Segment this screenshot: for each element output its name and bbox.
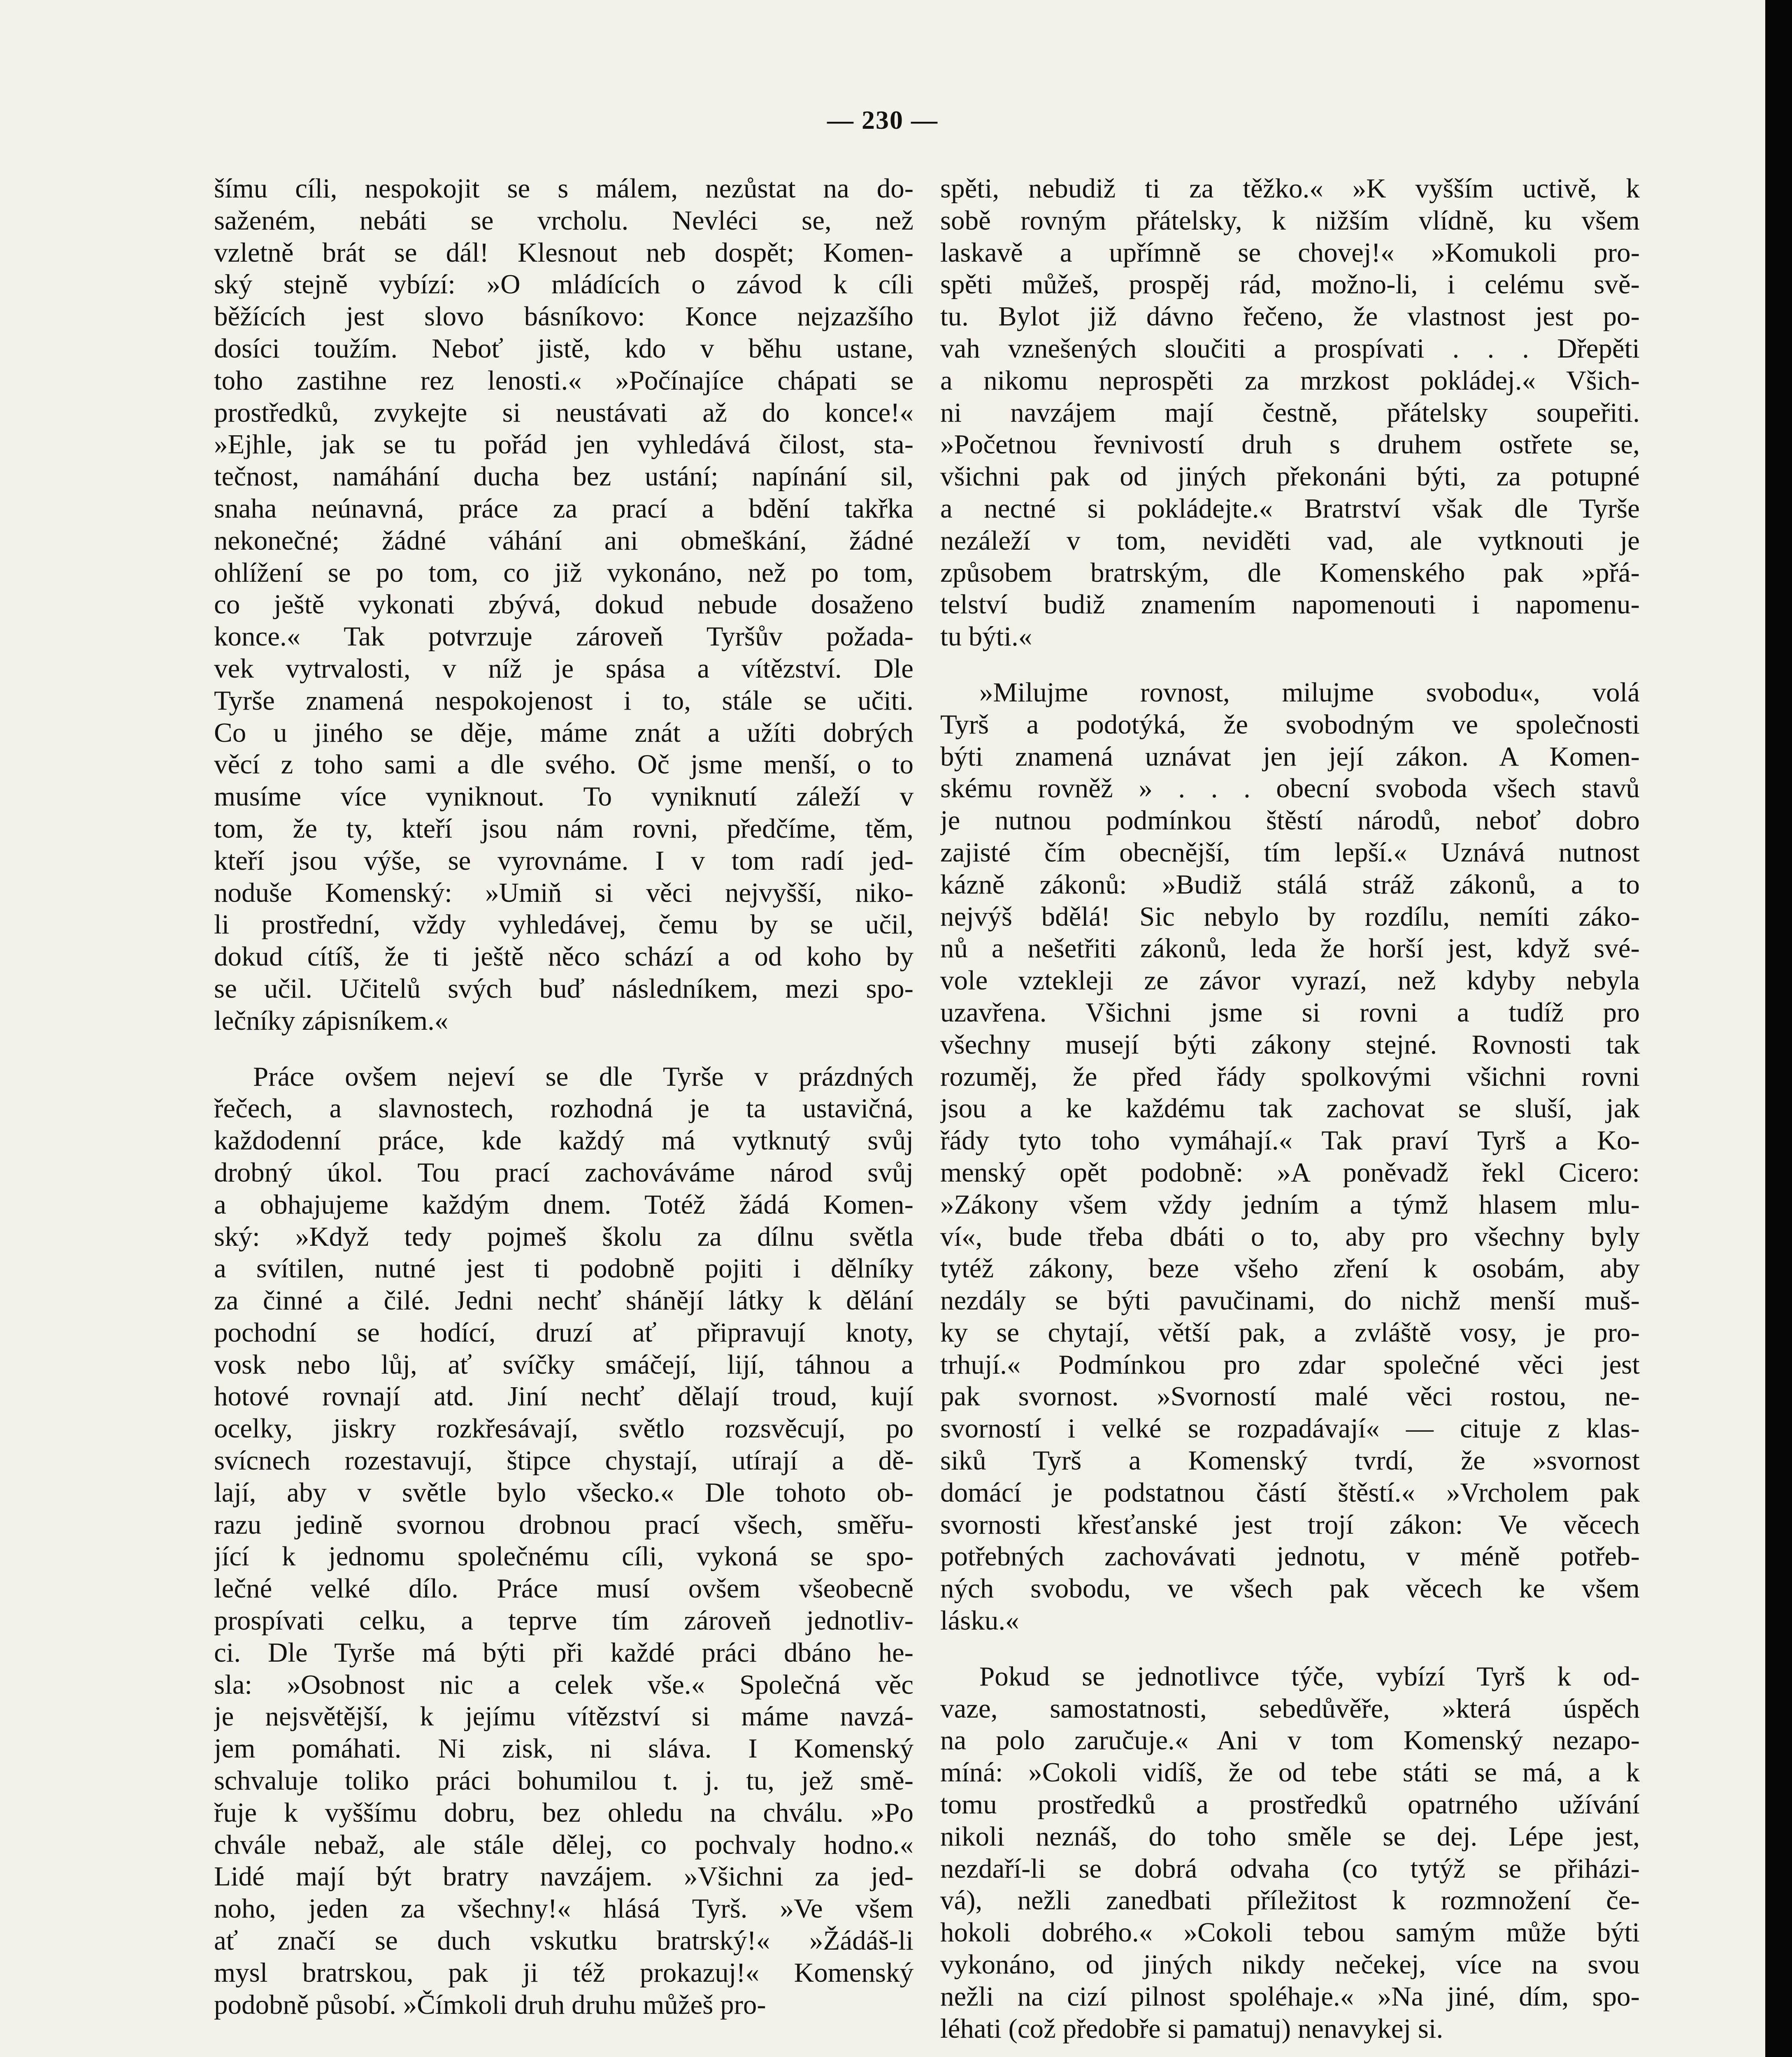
- text-line: nekonečné; žádné váhání ani obmeškání, žádné: [214, 525, 913, 556]
- text-line: ský: »Když tedy pojmeš školu za dílnu světla: [214, 1221, 913, 1252]
- text-line: lečné velké dílo. Práce musí ovšem všeobecně: [214, 1573, 913, 1604]
- text-line: trhují.« Podmínkou pro zdar společné věci jest: [940, 1349, 1640, 1380]
- text-line: sla: »Osobnost nic a celek vše.« Společná věc: [214, 1669, 913, 1700]
- paragraph-gap: [940, 653, 1640, 677]
- text-line: skému rovněž » . . . obecní svoboda všech stavů: [940, 773, 1640, 804]
- text-line: Pokud se jednotlivce týče, vybízí Tyrš k od-: [979, 1661, 1640, 1692]
- text-line: ví«, bude třeba dbáti o to, aby pro všechny byly: [940, 1221, 1640, 1252]
- text-line: vek vytrvalosti, v níž je spása a vítězství. Dle: [214, 653, 913, 684]
- text-line: a svítilen, nutné jest ti podobně pojiti i dělníky: [214, 1253, 913, 1284]
- text-line: vá), nežli zanedbati příležitost k rozmnožení če-: [940, 1885, 1640, 1916]
- text-line: a obhajujeme každým dnem. Totéž žádá Komen-: [214, 1189, 913, 1220]
- paragraph: [940, 1661, 1640, 2045]
- text-line: vosk nebo lůj, ať svíčky smáčejí, lijí, táhnou a: [214, 1349, 913, 1380]
- text-line: musíme více vyniknout. To vyniknutí záleží v: [214, 781, 913, 812]
- text-line: pochodní se hodící, druzí ať připravují knoty,: [214, 1317, 913, 1348]
- text-line: »Milujme rovnost, milujme svobodu«, volá: [979, 677, 1640, 708]
- text-line: tytéž zákony, beze všeho zření k osobám, aby: [940, 1253, 1640, 1284]
- text-line: věcí z toho sami a dle svého. Oč jsme menší, o to: [214, 749, 913, 780]
- text-line: snaha neúnavná, práce za prací a bdění takřka: [214, 493, 913, 524]
- text-line: lásku.«: [940, 1605, 1019, 1636]
- paragraph: [214, 1061, 913, 2021]
- text-line: tečnost, namáhání ducha bez ustání; napínání sil,: [214, 461, 913, 492]
- text-line: ať značí se duch vskutku bratrský!« »Žádáš-li: [214, 1925, 913, 1956]
- text-line: Lidé mají být bratry navzájem. »Všichni za jed-: [214, 1861, 913, 1892]
- text-line: nežli na cizí pilnost spoléhaje.« »Na jiné, dím, spo-: [940, 1981, 1640, 2012]
- text-line: běžících jest slovo básníkovo: Konce nejzazšího: [214, 301, 913, 332]
- text-line: svornosti křesťanské jest trojí zákon: Ve věcech: [940, 1509, 1640, 1540]
- text-line: nikoli neznáš, do toho směle se dej. Lépe jest,: [940, 1821, 1640, 1852]
- text-line: Co u jiného se děje, máme znát a užíti dobrých: [214, 717, 913, 748]
- text-line: tomu prostředků a prostředků opatrného užívání: [940, 1789, 1640, 1820]
- text-line: lají, aby v světle bylo všecko.« Dle tohoto ob-: [214, 1477, 913, 1508]
- text-line: kteří jsou výše, se vyrovnáme. I v tom radí jed-: [214, 845, 913, 876]
- text-line: vzletně brát se dál! Klesnout neb dospět; Komen-: [214, 237, 913, 268]
- text-line: razu jedině svornou drobnou prací všech, směřu-: [214, 1509, 913, 1540]
- text-line: uzavřena. Všichni jsme si rovni a tudíž pro: [940, 997, 1640, 1028]
- text-line: kázně zákonů: »Budiž stálá stráž zákonů, a to: [940, 869, 1640, 900]
- text-line: jící k jednomu společnému cíli, vykoná se spo-: [214, 1541, 913, 1572]
- text-line: řády tyto toho vymáhají.« Tak praví Tyrš a Ko-: [940, 1125, 1640, 1156]
- text-line: každodenní práce, kde každý má vytknutý svůj: [214, 1125, 913, 1156]
- text-line: šímu cíli, nespokojit se s málem, nezůstat na do-: [214, 173, 913, 204]
- text-line: svorností i velké se rozpadávají« — cituje z klas-: [940, 1413, 1640, 1444]
- text-line: svícnech rozestavují, štipce chystají, utírají a dě-: [214, 1445, 913, 1476]
- text-line: chvále nebaž, ale stále dělej, co pochvaly hodno.«: [214, 1829, 913, 1860]
- text-line: býti znamená uznávat jen její zákon. A Komen-: [940, 741, 1640, 772]
- text-line: je nutnou podmínkou štěstí národů, neboť dobro: [940, 805, 1640, 836]
- text-line: hotové rovnají atd. Jiní nechť dělají troud, kují: [214, 1381, 913, 1412]
- text-line: spěti můžeš, prospěj rád, možno-li, i celému svě-: [940, 269, 1640, 300]
- text-line: rozuměj, že před řády spolkovými všichni rovni: [940, 1061, 1640, 1092]
- paragraph: [940, 677, 1640, 1637]
- text-line: a nectné si pokládejte.« Bratrství však dle Tyrše: [940, 493, 1640, 524]
- text-line: mysl bratrskou, pak ji též prokazuj!« Komenský: [214, 1957, 913, 1988]
- text-line: pak svornost. »Svorností malé věci rostou, ne-: [940, 1381, 1640, 1412]
- text-line: vole vztekleji ze závor vyrazí, než kdyby nebyla: [940, 965, 1640, 996]
- text-line: co ještě vykonati zbývá, dokud nebude dosaženo: [214, 589, 913, 620]
- text-line: lečníky zápisníkem.«: [214, 1005, 449, 1036]
- text-line: ocelky, jiskry rozkřesávají, světlo rozsvěcují, po: [214, 1413, 913, 1444]
- text-line: dokud cítíš, že ti ještě něco schází a od koho by: [214, 941, 913, 972]
- text-line: jsou a ke každému tak zachovat se sluší, jak: [940, 1093, 1640, 1124]
- text-line: siků Tyrš a Komenský tvrdí, že »svornost: [940, 1445, 1640, 1476]
- text-line: noho, jeden za všechny!« hlásá Tyrš. »Ve všem: [214, 1893, 913, 1924]
- text-line: na polo zaručuje.« Ani v tom Komenský nezapo-: [940, 1725, 1640, 1756]
- text-line: toho zastihne rez lenosti.« »Počínajíce chápati se: [214, 365, 913, 396]
- text-line: jem pomáhati. Ni zisk, ni sláva. I Komenský: [214, 1733, 913, 1764]
- text-line: nejvýš bdělá! Sic nebylo by rozdílu, nemíti záko-: [940, 901, 1640, 932]
- text-line: řuje k vyššímu dobru, bez ohledu na chválu. »Po: [214, 1797, 913, 1828]
- text-line: řečech, a slavnostech, rozhodná je ta ustavičná,: [214, 1093, 913, 1124]
- text-line: spěti, nebudiž ti za těžko.« »K vyšším uctivě, k: [940, 173, 1640, 204]
- text-line: způsobem bratrským, dle Komenského pak »přá-: [940, 557, 1640, 588]
- text-line: konce.« Tak potvrzuje zároveň Tyršův požada-: [214, 621, 913, 652]
- left-column: [214, 173, 913, 2021]
- text-line: Práce ovšem nejeví se dle Tyrše v prázdných: [253, 1061, 913, 1092]
- text-line: schvaluje toliko práci bohumilou t. j. tu, jež smě-: [214, 1765, 913, 1796]
- text-line: drobný úkol. Tou prací zachováváme národ svůj: [214, 1157, 913, 1188]
- text-line: léhati (což předobře si pamatuj) nenavykej si.: [940, 2013, 1443, 2044]
- text-line: saženém, nebáti se vrcholu. Nevléci se, než: [214, 205, 913, 236]
- text-line: ky se chytají, větší pak, a zvláště vosy, je pro-: [940, 1317, 1640, 1348]
- text-line: Tyrše znamená nespokojenost i to, stále se učiti.: [214, 685, 913, 716]
- text-line: dosíci toužím. Neboť jistě, kdo v běhu ustane,: [214, 333, 913, 364]
- text-line: ci. Dle Tyrše má býti při každé práci dbáno he-: [214, 1637, 913, 1668]
- text-line: ský stejně vybízí: »O mládících o závod k cíli: [214, 269, 913, 300]
- text-line: nů a nešetřiti zákonů, leda že horší jest, když své-: [940, 933, 1640, 964]
- text-line: prostředků, zvykejte si neustávati až do konce!«: [214, 397, 913, 428]
- text-line: potřebných zachovávati jednotu, v méně potřeb-: [940, 1541, 1640, 1572]
- text-line: a nikomu neprospěti za mrzkost pokládej.« Všich-: [940, 365, 1640, 396]
- text-line: Tyrš a podotýká, že svobodným ve společnosti: [940, 709, 1640, 740]
- text-line: nezdaří-li se dobrá odvaha (co tytýž se přiházi-: [940, 1853, 1640, 1884]
- text-line: zajisté čím obecnější, tím lepší.« Uznává nutnost: [940, 837, 1640, 868]
- text-line: »Ejhle, jak se tu pořád jen vyhledává čilost, sta-: [214, 429, 913, 460]
- text-line: nezáleží v tom, neviděti vad, ale vytknouti je: [940, 525, 1640, 556]
- text-line: vaze, samostatnosti, sebedůvěře, »která úspěch: [940, 1693, 1640, 1724]
- text-line: tu. Bylot již dávno řečeno, že vlastnost jest po-: [940, 301, 1640, 332]
- paragraph-gap: [940, 1637, 1640, 1661]
- text-line: »Početnou řevnivostí druh s druhem ostřete se,: [940, 429, 1640, 460]
- text-line: li prostřední, vždy vyhledávej, čemu by se učil,: [214, 909, 913, 940]
- text-line: se učil. Učitelů svých buď následníkem, mezi spo-: [214, 973, 913, 1004]
- text-line: vykonáno, od jiných nikdy nečekej, více na svou: [940, 1949, 1640, 1980]
- text-line: podobně působí. »Čímkoli druh druhu můžeš pro-: [214, 1989, 766, 2020]
- text-line: noduše Komenský: »Umiň si věci nejvyšší, niko-: [214, 877, 913, 908]
- paragraph: [214, 173, 913, 1037]
- text-line: vah vznešených sloučiti a prospívati . . . Dřepěti: [940, 333, 1640, 364]
- text-line: všechny musejí býti zákony stejné. Rovnosti tak: [940, 1029, 1640, 1060]
- right-column: [940, 173, 1640, 2045]
- text-line: prospívati celku, a teprve tím zároveň jednotliv-: [214, 1605, 913, 1636]
- paragraph-gap: [214, 1037, 913, 1061]
- text-line: domácí je podstatnou částí štěstí.« »Vrcholem pak: [940, 1477, 1640, 1508]
- text-line: tu býti.«: [940, 621, 1032, 652]
- text-line: menský opět podobně: »A poněvadž řekl Cicero:: [940, 1157, 1640, 1188]
- text-line: všichni pak od jiných překonáni býti, za potupné: [940, 461, 1640, 492]
- text-line: za činné a čilé. Jedni nechť shánějí látky k dělání: [214, 1285, 913, 1316]
- text-line: ných svobodu, ve všech pak věcech ke všem: [940, 1573, 1640, 1604]
- text-line: míná: »Cokoli vidíš, že od tebe státi se má, a k: [940, 1757, 1640, 1788]
- text-line: hokoli dobrého.« »Cokoli tebou samým může býti: [940, 1917, 1640, 1948]
- paragraph: [940, 173, 1640, 653]
- text-line: ni navzájem mají čestně, přátelsky soupeřiti.: [940, 397, 1640, 428]
- text-line: je nejsvětější, k jejímu vítězství si máme navzá-: [214, 1701, 913, 1732]
- text-line: telství budiž znamením napomenouti i napomenu-: [940, 589, 1640, 620]
- text-line: sobě rovným přátelsky, k nižším vlídně, ku všem: [940, 205, 1640, 236]
- text-line: laskavě a upřímně se chovej!« »Komukoli pro-: [940, 237, 1640, 268]
- text-line: »Zákony všem vždy jedním a týmž hlasem mlu-: [940, 1189, 1640, 1220]
- text-line: nezdály se býti pavučinami, do nichž menší muš-: [940, 1285, 1640, 1316]
- text-line: tom, že ty, kteří jsou nám rovni, předčíme, těm,: [214, 813, 913, 844]
- text-line: ohlížení se po tom, co již vykonáno, než po tom,: [214, 557, 913, 588]
- page-number: — 230 —: [827, 105, 938, 135]
